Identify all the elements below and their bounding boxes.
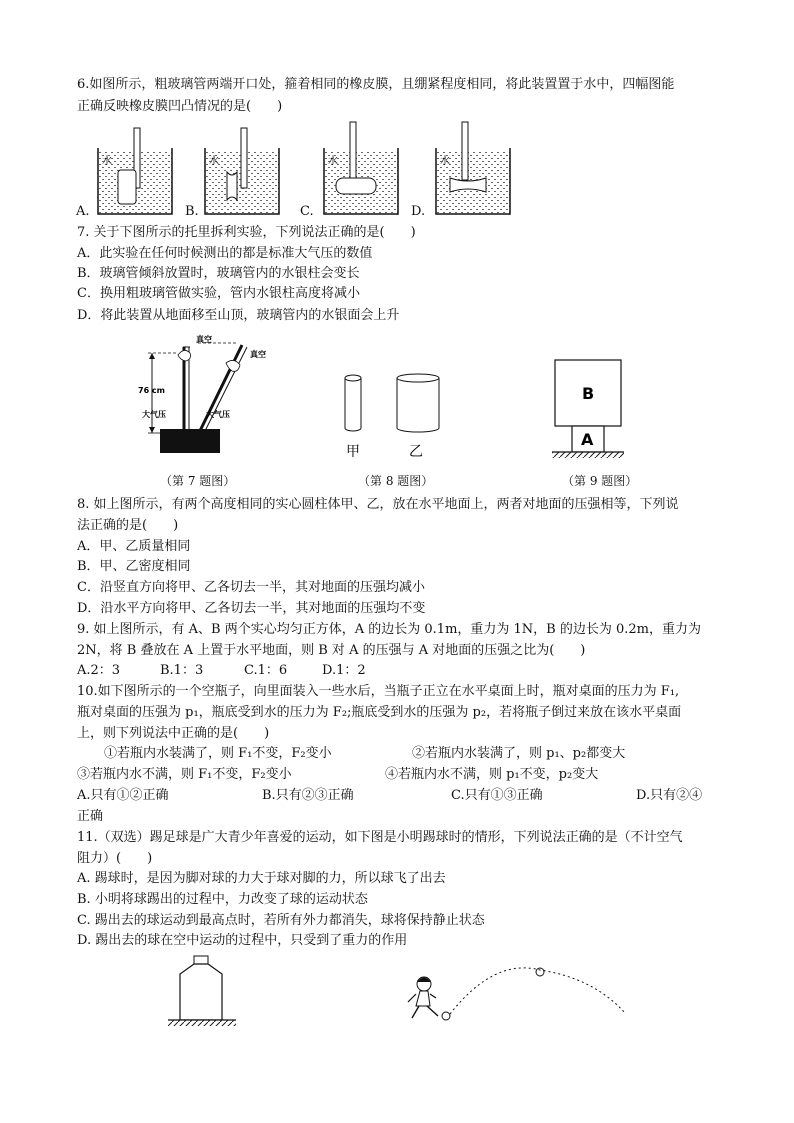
q6-figure-d <box>430 120 520 220</box>
q9-option-b: B.1：3 <box>160 663 204 678</box>
q11-option-a: A. 踢球时，是因为脚对球的力大于球对脚的力，所以球飞了出去 <box>77 871 446 886</box>
q6-option-a: A. <box>76 204 90 219</box>
q6-figure-a <box>92 120 182 220</box>
q10-stem-line3: 上，则下列说法中正确的是( ) <box>77 726 270 741</box>
torricelli-vacuum-label: 真空 <box>196 335 212 344</box>
q6-water-label: 水 <box>328 156 338 167</box>
q6-water-label: 水 <box>209 156 219 167</box>
q10-stem-line1: 10.如下图所示的一个空瓶子，向里面装入一些水后，当瓶子正立在水平桌面上时，瓶对桌面的压力为 F₁, <box>77 684 680 699</box>
q10-statement-4: ④若瓶内水不满，则 p₁不变，p₂变大 <box>385 767 599 782</box>
q11-stem-line1: 11.（双选）踢足球是广大青少年喜爱的运动，如下图是小明踢球时的情形，下列说法正确的是（不计空气 <box>77 830 683 845</box>
torricelli-atm-label: 大气压 <box>142 410 166 419</box>
q6-stem-line1: 6.如图所示，粗玻璃管两端开口处，箍着相同的橡皮膜，且绷紧程度相同，将此装置置于水中，四幅图能 <box>77 77 675 92</box>
q8-option-d: D．沿水平方向将甲、乙各切去一半，其对地面的压强均不变 <box>77 601 426 616</box>
q6-figure-b <box>199 120 289 220</box>
q6-water-label: 水 <box>102 156 112 167</box>
torricelli-height-label: 76 cm <box>138 386 165 395</box>
q7-option-b: B．玻璃管倾斜放置时，玻璃管内的水银柱会变长 <box>77 266 360 281</box>
q11-option-b: B. 小明将球踢出的过程中，力改变了球的运动状态 <box>77 892 368 907</box>
cube-b-label: B <box>582 384 595 403</box>
caption-fig7: （第 7 题图） <box>160 474 236 488</box>
cubes-figure <box>548 355 638 460</box>
q9-stem-line2: 2N，将 B 叠放在 A 上置于水平地面，则 B 对 A 的压强与 A 对地面的压强之比为( ) <box>77 643 586 658</box>
q11-option-d: D. 踢出去的球在空中运动的过程中，只受到了重力的作用 <box>77 933 408 948</box>
q10-option-d: D.只有②④ <box>636 788 703 803</box>
cube-a-label: A <box>581 430 594 449</box>
caption-fig8: （第 8 题图） <box>358 474 434 488</box>
q7-stem: 7. 关于下图所示的托里拆利实验，下列说法正确的是( ) <box>77 225 416 240</box>
q10-statement-3: ③若瓶内水不满，则 F₁不变，F₂变小 <box>77 767 292 782</box>
q6-stem-line2: 正确反映橡皮膜凹凸情况的是( ) <box>77 99 283 114</box>
q9-stem-line1: 9. 如上图所示，有 A、B 两个实心均匀正方体，A 的边长为 0.1m，重力为 1N，B 的边长为 0.2m，重力为 <box>77 622 701 637</box>
q8-option-b: B．甲、乙密度相同 <box>77 559 191 574</box>
q9-option-c: C.1：6 <box>244 663 288 678</box>
kick-figure <box>404 958 634 1028</box>
q8-stem-line2: 法正确的是( ) <box>77 518 179 533</box>
q9-option-d: D.1：2 <box>322 663 366 678</box>
caption-fig9: （第 9 题图） <box>562 474 638 488</box>
q10-statement-2: ②若瓶内水装满了，则 p₁、p₂都变大 <box>412 746 626 761</box>
q7-option-d: D．将此装置从地面移至山顶，玻璃管内的水银面会上升 <box>77 308 400 323</box>
q6-option-b: B. <box>185 204 199 219</box>
q7-option-a: A．此实验在任何时候测出的都是标准大气压的数值 <box>77 246 373 261</box>
cylinder-yi-label: 乙 <box>409 444 423 460</box>
q11-stem-line2: 阻力）( ) <box>77 851 153 866</box>
q9-option-a: A.2：3 <box>77 663 121 678</box>
q10-option-b: B.只有②③正确 <box>262 788 354 803</box>
bottle-figure <box>160 950 240 1030</box>
q6-option-c: C. <box>300 204 314 219</box>
q6-figure-c <box>318 120 408 220</box>
q8-option-a: A．甲、乙质量相同 <box>77 539 191 554</box>
torricelli-atm-label: 大气压 <box>206 410 230 419</box>
q10-option-c: C.只有①③正确 <box>451 788 543 803</box>
q6-water-label: 水 <box>440 156 450 167</box>
q10-option-d-tail: 正确 <box>77 809 104 824</box>
q8-option-c: C．沿竖直方向将甲、乙各切去一半，其对地面的压强均减小 <box>77 580 425 595</box>
torricelli-figure <box>138 333 278 458</box>
q10-stem-line2: 瓶对桌面的压强为 p₁，瓶底受到水的压力为 F₂;瓶底受到水的压强为 p₂，若将瓶子倒过来放在该水平桌面 <box>77 705 682 720</box>
cylinder-jia-label: 甲 <box>346 444 360 460</box>
q10-statement-1: ①若瓶内水装满了，则 F₁不变，F₂变小 <box>104 746 332 761</box>
q11-option-c: C. 踢出去的球运动到最高点时，若所有外力都消失，球将保持静止状态 <box>77 913 485 928</box>
q6-option-d: D. <box>411 204 426 219</box>
cylinders-figure <box>335 370 455 465</box>
q7-option-c: C．换用粗玻璃管做实验，管内水银柱高度将减小 <box>77 286 360 301</box>
q10-option-a: A.只有①②正确 <box>77 788 169 803</box>
q8-stem-line1: 8. 如上图所示，有两个高度相同的实心圆柱体甲、乙，放在水平地面上，两者对地面的压强相等，下列说 <box>77 497 679 512</box>
torricelli-vacuum-label: 真空 <box>250 350 266 359</box>
